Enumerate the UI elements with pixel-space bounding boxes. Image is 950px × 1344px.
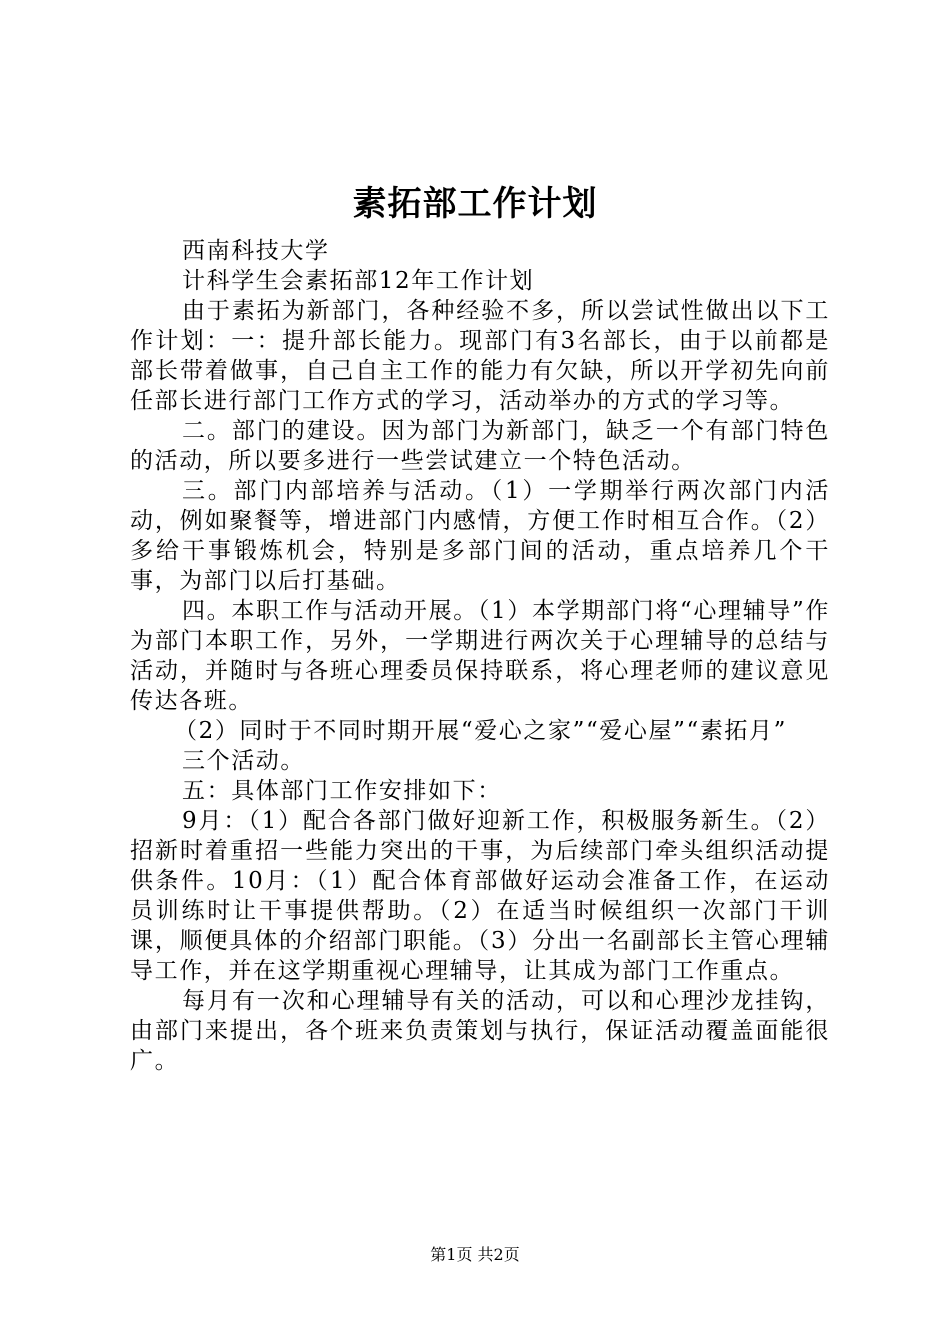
paragraph-section-four-part-two: （2）同时于不同时期开展“爱心之家”“爱心屋”“素拓月” (174, 718, 787, 744)
document-title: 素拓部工作计划 (352, 184, 598, 224)
paragraph-three-activities: 三个活动。 (182, 748, 305, 774)
paragraph-section-two: 二。部门的建设。因为部门为新部门，缺乏一个有部门特色的活动，所以要多进行一些尝试建立一个特色活动。 (130, 418, 830, 474)
paragraph-section-four: 四。本职工作与活动开展。（1）本学期部门将“心理辅导”作为部门本职工作，另外，一学期进行两次关于心理辅导的总结与活动，并随时与各班心理委员保持联系，将心理老师的建议意见传达各班。 (130, 598, 830, 714)
paragraph-section-one: 由于素拓为新部门，各种经验不多，所以尝试性做出以下工作计划：一：提升部长能力。现部门有3名部长，由于以前都是部长带着做事，自己自主工作的能力有欠缺，所以开学初先向前任部长进行部门工作方式的学习，活动举办的方式的学习等。 (130, 298, 830, 414)
paragraph-section-three: 三。部门内部培养与活动。（1）一学期举行两次部门内活动，例如聚餐等，增进部门内感情，方便工作时相互合作。（2）多给干事锻炼机会，特别是多部门间的活动，重点培养几个干事，为部门以后打基础。 (130, 478, 830, 594)
paragraph-plan-heading: 计科学生会素拓部12年工作计划 (182, 268, 535, 294)
document-body (130, 236, 830, 1076)
paragraph-monthly-activity: 每月有一次和心理辅导有关的活动，可以和心理沙龙挂钩，由部门来提出，各个班来负责策划与执行，保证活动覆盖面能很广。 (130, 988, 830, 1074)
paragraph-university: 西南科技大学 (182, 238, 330, 264)
page-footer: 第1页 共2页 (430, 1245, 520, 1264)
paragraph-section-five: 五：具体部门工作安排如下： (182, 778, 502, 804)
paragraph-monthly-schedule: 9月：（1）配合各部门做好迎新工作，积极服务新生。（2）招新时着重招一些能力突出的干事，为后续部门牵头组织活动提供条件。10月：（1）配合体育部做好运动会准备工作，在运动员训练时让干事提供帮助。（2）在适当时候组织一次部门干训课，顺便具体的介绍部门职能。（3）分出一名副部长主管心理辅导工作，并在这学期重视心理辅导，让其成为部门工作重点。 (130, 808, 830, 984)
